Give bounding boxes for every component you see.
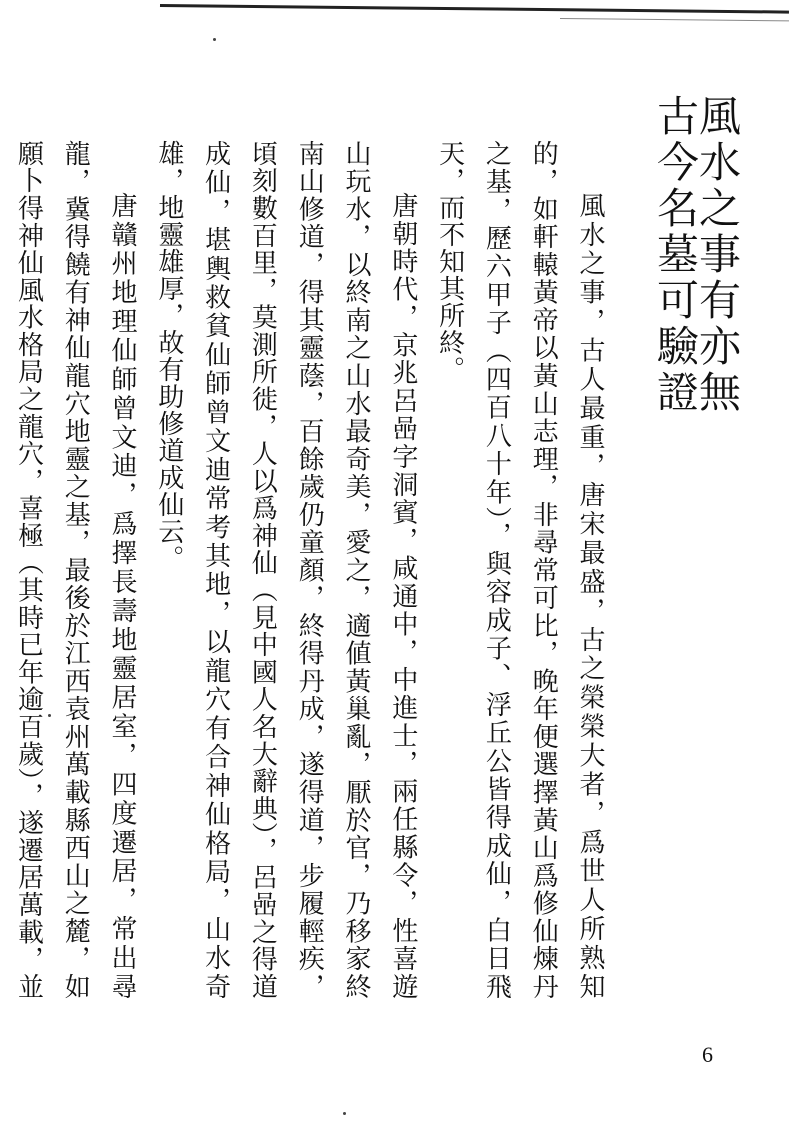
title-part-2: 古今名墓可驗證: [651, 94, 700, 416]
paragraph-2: 唐朝時代，京兆呂喦字洞賓，咸通中，中進士，兩任縣令，性喜遊山玩水，以終南之山水最奇美，愛之，適値黃巢亂，厭於官，乃移家終南山修道，得其靈蔭，百餘歲仍童顏，終得丹成，遂得道，步履輕疾，頃刻數百里，莫測所徙，人以爲神仙（見中國人名大辭典），呂喦之得道成仙，堪輿救貧仙師曾文迪常考其地，以龍穴有合神仙格局，山水奇雄，地靈雄厚，故有助修道成仙云。: [153, 140, 418, 1000]
scan-border-line-thin: [560, 18, 789, 21]
scan-speck: [213, 38, 216, 41]
body-text: [13, 140, 613, 1000]
paragraph-3: 唐贛州地理仙師曾文迪，爲擇長壽地靈居室，四度遷居，常出尋龍，冀得饒有神仙龍穴地靈之基，最後於江西袁州萬載縣西山之麓，如願卜得神仙風水格局之龍穴，喜極（其時已年逾百歲），遂遷居萬載，並: [13, 140, 138, 1000]
page-number: 6: [702, 1042, 713, 1067]
scan-speck: [343, 1112, 346, 1115]
scan-speck: [48, 714, 51, 717]
scan-border-line: [160, 4, 789, 14]
title-part-1: 風水之事有亦無: [693, 94, 742, 416]
chapter-title: [651, 94, 742, 416]
paragraph-1: 風水之事，古人最重，唐宋最盛，古之榮榮大者，爲世人所熟知的，如軒轅黃帝以黃山志理，非尋常可比，晚年便選擇黃山爲修仙煉丹之基，歷六甲子（四百八十年），與容成子、浮丘公皆得成仙，白日飛天，而不知其所終。: [434, 140, 605, 1000]
